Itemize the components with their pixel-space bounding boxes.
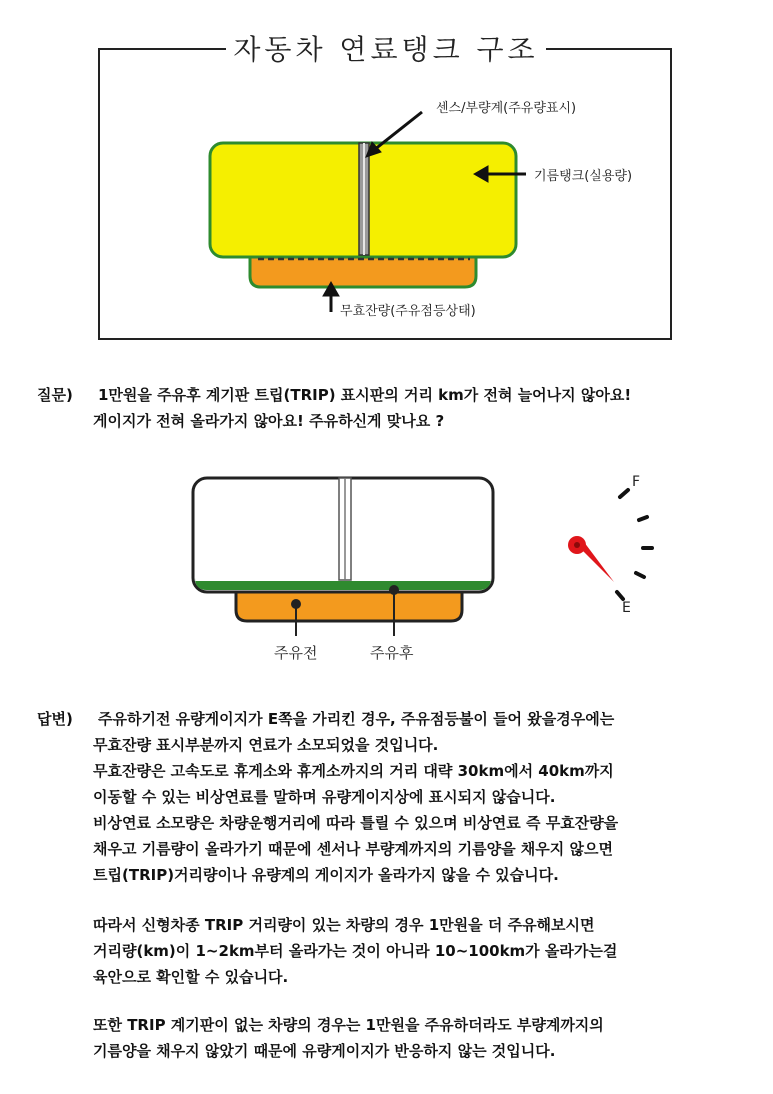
sensor-label: 센스/부량계(주유량표시) [436, 101, 577, 116]
answer-line: 채우고 기름량이 올라가기 때문에 센서나 부량계까지의 기름양을 채우지 않으면 [93, 840, 613, 858]
answer-prefix: 답변) [37, 710, 73, 728]
answer-line: 무효잔량 표시부분까지 연료가 소모되었을 것입니다. [93, 736, 439, 754]
answer-line: 트립(TRIP)거리량이나 유량계의 게이지가 올라가지 않을 수 있습니다. [93, 866, 559, 884]
answer-line: 육안으로 확인할 수 있습니다. [93, 968, 289, 986]
answer-line: 기름양을 채우지 않았기 때문에 유량게이지가 반응하지 않는 것입니다. [93, 1042, 556, 1060]
reserve-label: 무효잔량(주유점등상태) [340, 304, 476, 319]
after-label: 주유후 [370, 644, 414, 662]
before-label: 주유전 [274, 644, 318, 662]
fuel-gauge [617, 490, 652, 599]
structure-title: 자동차 연료탱크 구조 [226, 30, 546, 70]
tank-label: 기름탱크(실용량) [534, 169, 633, 184]
question-line: 게이지가 전혀 올라가지 않아요! 주유하신게 맞나요 ? [93, 412, 445, 430]
fuel-tank-structure-diagram [0, 0, 773, 340]
gauge-full-label: F [632, 474, 641, 490]
answer-line: 이동할 수 있는 비상연료를 말하며 유량게이지상에 표시되지 않습니다. [93, 788, 556, 806]
answer-line: 거리량(km)이 1~2km부터 올라가는 것이 아니라 10~100km가 올라가는걸 [93, 942, 618, 960]
refuel-diagram [0, 460, 773, 670]
answer-line: 또한 TRIP 계기판이 없는 차량의 경우는 1만원을 주유하더라도 부량계까지의 [93, 1016, 604, 1034]
question-prefix: 질문) [37, 386, 73, 404]
answer-line: 따라서 신형차종 TRIP 거리량이 있는 차량의 경우 1만원을 더 주유해보시면 [93, 916, 595, 934]
gauge-empty-label: E [622, 600, 631, 616]
answer-line: 비상연료 소모량은 차량운행거리에 따라 틀릴 수 있으며 비상연료 즉 무효잔량을 [93, 814, 619, 832]
answer-line: 무효잔량은 고속도로 휴게소와 휴게소까지의 거리 대략 30km에서 40km까지 [93, 762, 614, 780]
question-line: 1만원을 주유후 계기판 트립(TRIP) 표시판의 거리 km가 전혀 늘어나지 않아요! [98, 386, 632, 404]
answer-line: 주유하기전 유량게이지가 E쪽을 가리킨 경우, 주유점등불이 들어 왔을경우에는 [98, 710, 615, 728]
